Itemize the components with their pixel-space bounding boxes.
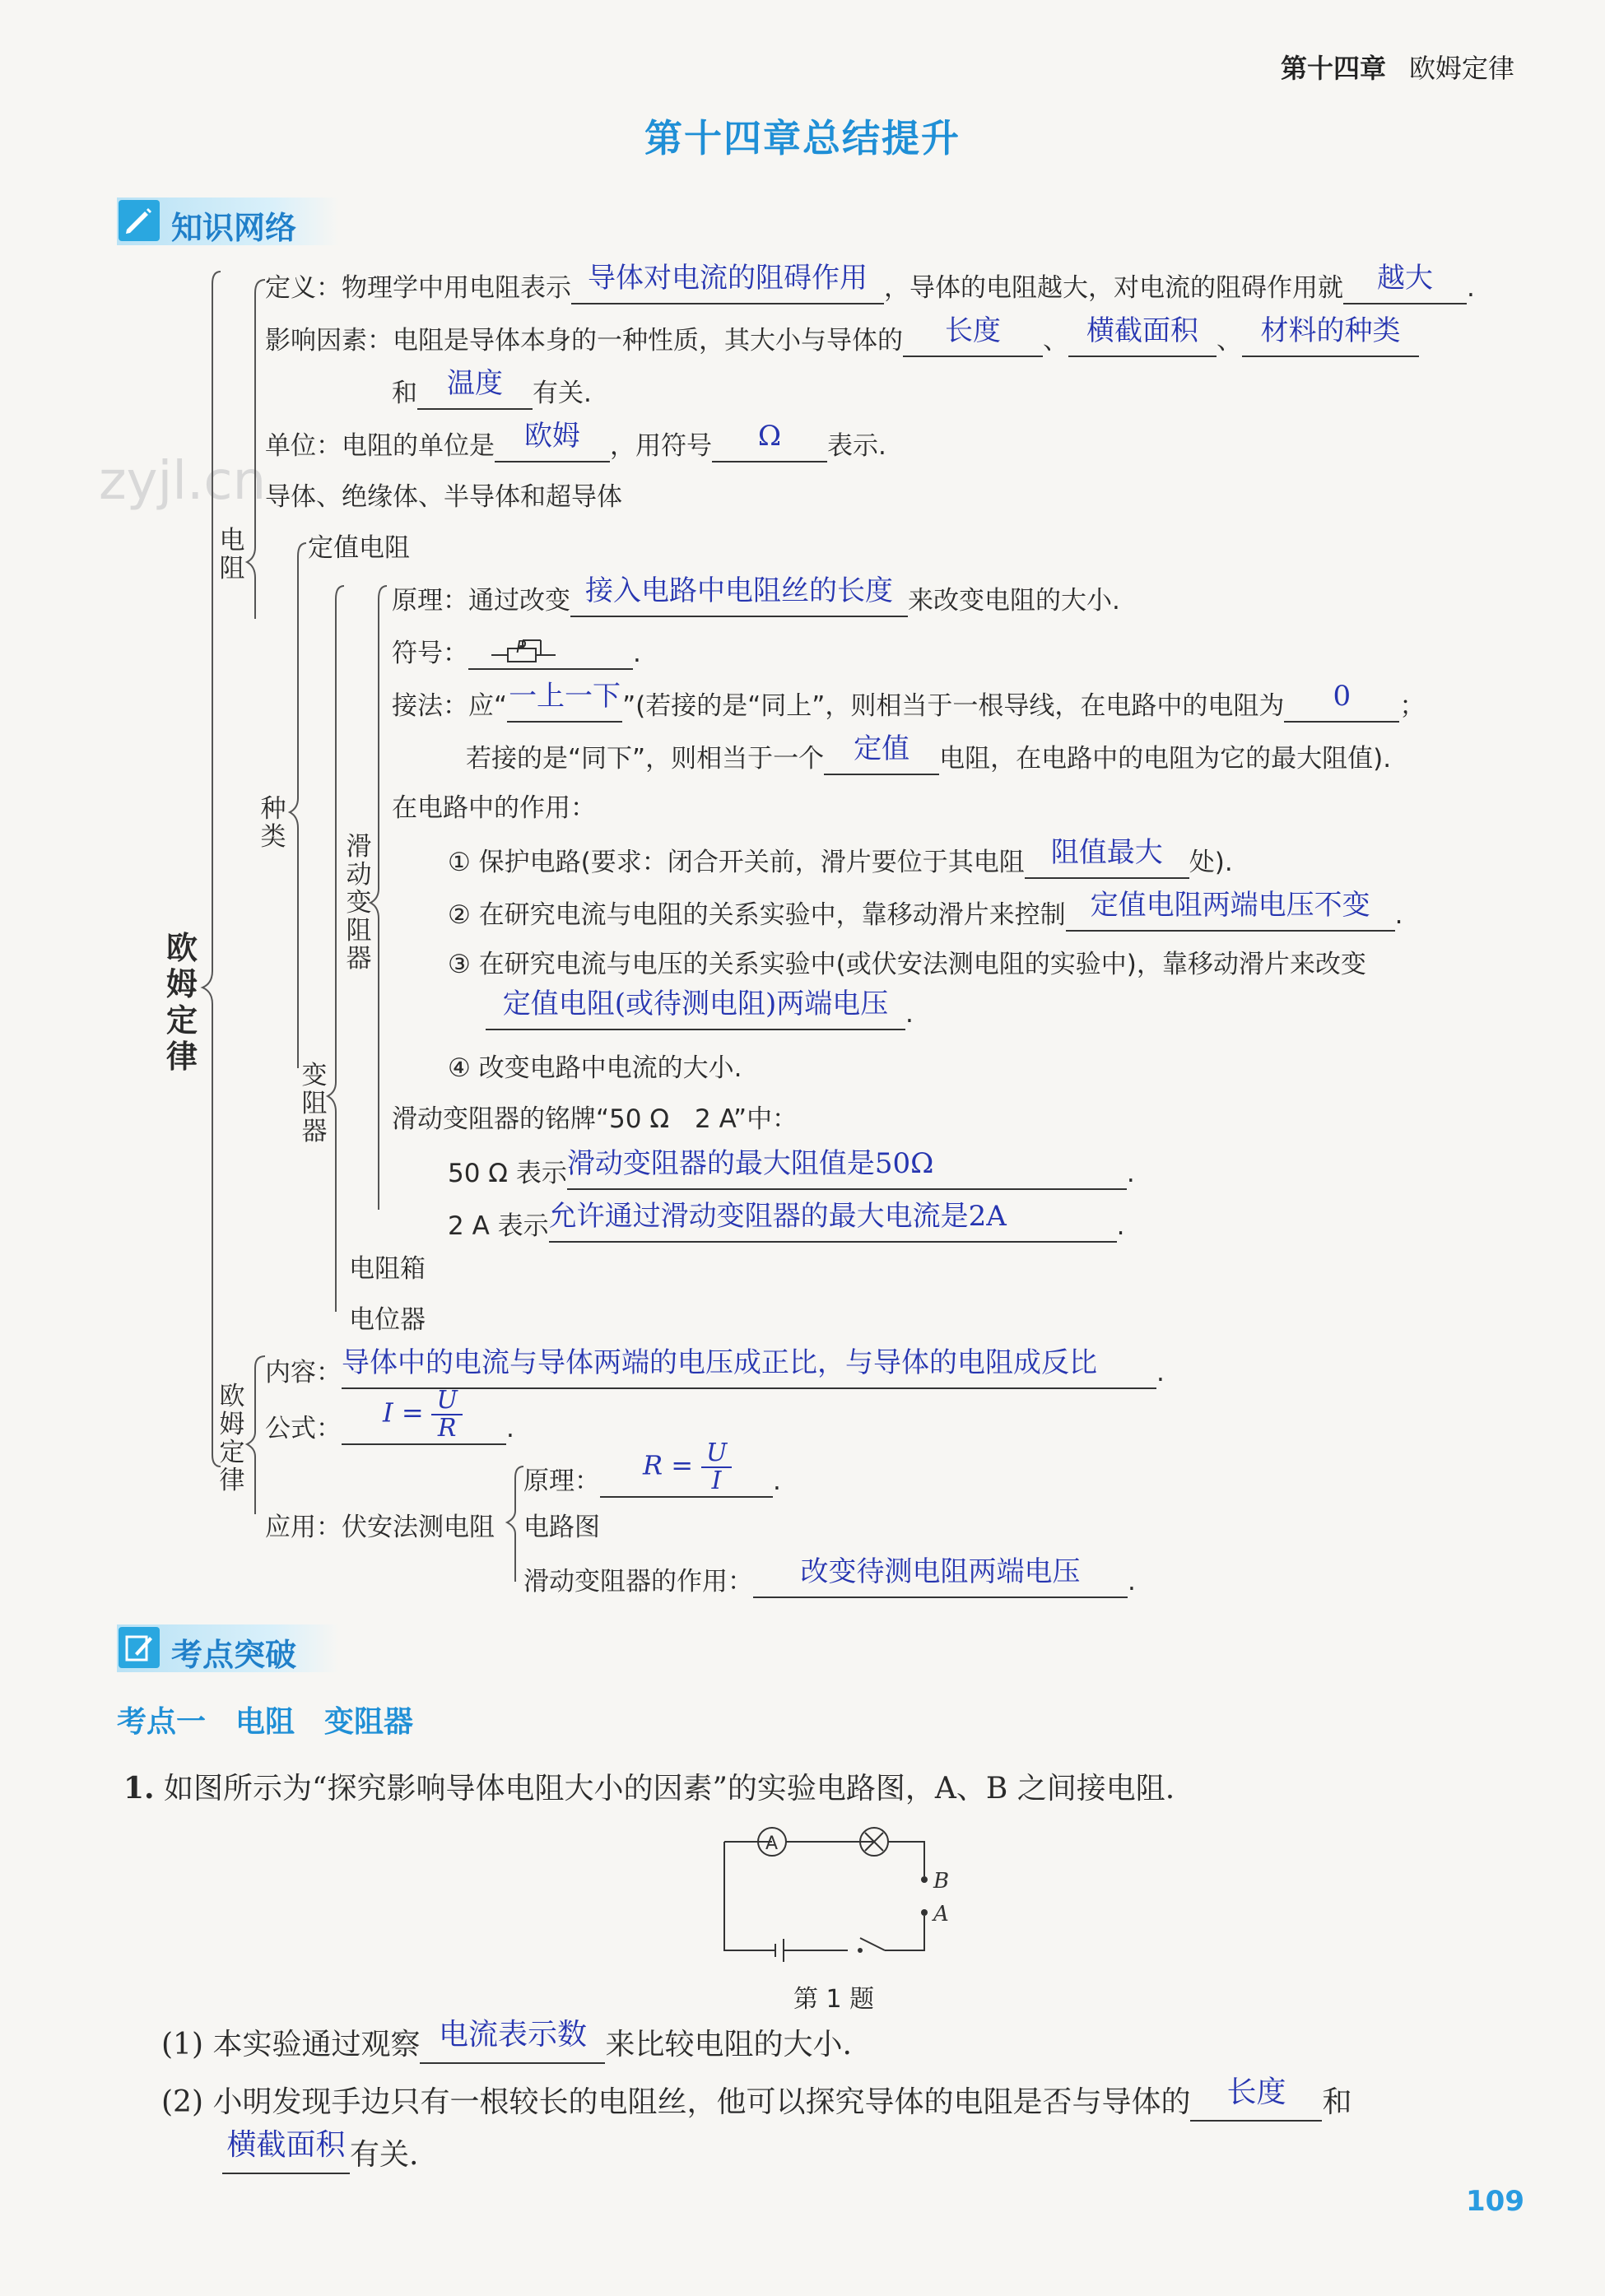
- answer-max-resistance-50: 滑动变阻器的最大阻值是50Ω: [566, 1147, 934, 1180]
- chapter-name: 欧姆定律: [1408, 53, 1514, 84]
- app-rheostat-role-line: 滑动变阻器的作用： 改变待测电阻两端电压 .: [523, 1555, 1136, 1597]
- answer-constant-voltage: 定值电阻两端电压不变: [1090, 889, 1370, 922]
- connection-line: 接法：应“一上一下”(若接的是“同上”，则相当于一根导线，在电路中的电阻为 0 ；: [392, 680, 1426, 721]
- answer-max-resistance: 阻值最大: [1050, 836, 1163, 869]
- answer-ammeter-reading: 电流表示数: [438, 2018, 587, 2052]
- slide-rheostat-label: 滑动变阻器: [346, 832, 372, 974]
- role-2: ② 在研究电流与电阻的关系实验中，靠移动滑片来控制 定值电阻两端电压不变 .: [448, 889, 1403, 930]
- answer-temperature: 温度: [447, 367, 503, 400]
- section-title: 考点突破: [171, 1637, 297, 1673]
- question-1-stem: 1. 如图所示为“探究影响导体电阻大小的因素”的实验电路图，A、B 之间接电阻.: [123, 1771, 1175, 1806]
- page-title: 第十四章总结提升: [644, 116, 961, 160]
- tree-root-label: 欧姆定律: [165, 930, 198, 1075]
- symbol-p-label: P: [516, 637, 527, 657]
- ohm-law-label: 欧姆定律: [219, 1382, 245, 1495]
- answer-length: 长度: [945, 314, 1001, 347]
- role-3: ③ 在研究电流与电压的关系实验中(或伏安法测电阻的实验中)，靠移动滑片来改变: [448, 950, 1366, 979]
- answer-one-up-one-down: 一上一下: [509, 680, 621, 713]
- nameplate-1: 50 Ω 表示滑动变阻器的最大阻值是50Ω .: [448, 1147, 1135, 1188]
- edit-icon: [119, 1627, 160, 1668]
- answer-ohm: 欧姆: [524, 420, 580, 453]
- answer-change-voltage: 改变待测电阻两端电压: [800, 1555, 1081, 1588]
- section-breakthrough: [117, 1624, 339, 1672]
- app-circuit-diagram: 电路图: [523, 1513, 600, 1542]
- role-title: 在电路中的作用：: [392, 793, 596, 823]
- answer-length-q: 长度: [1226, 2075, 1286, 2109]
- kaodian-title: 考点一 电阻 变阻器: [117, 1705, 414, 1739]
- answer-cross-section-q: 横截面积: [226, 2128, 346, 2162]
- answer-max-current-2: 允许通过滑动变阻器的最大电流是2A: [548, 1200, 1007, 1233]
- resistance-label: 电阻: [219, 526, 245, 583]
- symbol-line: 符号： P .: [392, 635, 641, 670]
- answer-principle: 接入电路中电阻丝的长度: [585, 574, 893, 607]
- section-title: 知识网络: [171, 210, 297, 246]
- watermark: zyjl.cn: [99, 451, 267, 512]
- factors-line-2: 和 温度 有关.: [392, 367, 592, 408]
- role-3-answer-line: 定值电阻(或待测电阻)两端电压 .: [486, 996, 914, 1030]
- role-1: ① 保护电路(要求：闭合开关前，滑片要位于其电阻 阻值最大 处).: [448, 836, 1233, 877]
- circuit-figure: [716, 1819, 979, 1975]
- fixed-resistor: 定值电阻: [308, 533, 410, 563]
- ammeter-label: A: [765, 1834, 779, 1854]
- nameplate-line: 滑动变阻器的铭牌“50 Ω 2 A”中：: [392, 1104, 798, 1134]
- figure-label-b: B: [933, 1869, 950, 1894]
- role-4: ④ 改变电路中电流的大小.: [448, 1053, 742, 1083]
- rheostat-label: 变阻器: [301, 1061, 328, 1146]
- factors-line: 影响因素：电阻是导体本身的一种性质，其大小与导体的 长度 、 横截面积 、 材料的种类: [265, 323, 1419, 357]
- question-1-part-2: (2) 小明发现手边只有一根较长的电阻丝，他可以探究导体的电阻是否与导体的 长度 和: [161, 2082, 1351, 2122]
- answer-material: 材料的种类: [1260, 314, 1401, 347]
- formula-r-equals-u-over-i: R = $\frac{U}{I}$: [643, 1440, 732, 1494]
- nameplate-2: 2 A 表示允许通过滑动变阻器的最大电流是2A .: [448, 1200, 1125, 1241]
- question-1-part-1: (1) 本实验通过观察 电流表示数 来比较电阻的大小.: [161, 2024, 852, 2064]
- answer-ohm-content: 导体中的电流与导体两端的电压成正比，与导体的电阻成反比: [342, 1346, 1097, 1379]
- materials-line: 导体、绝缘体、半导体和超导体: [265, 482, 622, 512]
- answer-greater: 越大: [1377, 262, 1433, 295]
- answer-definition: 导体对电流的阻碍作用: [588, 262, 868, 295]
- definition-line: 定义：物理学中用电阻表示 导体对电流的阻碍作用 ，导体的电阻越大，对电流的阻碍作用就 越大 .: [265, 262, 1475, 303]
- ohm-formula-line: 公式： I = $\frac{U}{R}$ .: [265, 1386, 514, 1443]
- page-number: 109: [1466, 2185, 1524, 2218]
- answer-cross-section: 横截面积: [1086, 314, 1198, 347]
- ohm-application: 应用：伏安法测电阻: [265, 1513, 495, 1542]
- potentiometer: 电位器: [349, 1305, 426, 1335]
- answer-omega: Ω: [757, 420, 782, 453]
- question-1-part-2-cont: 横截面积 有关.: [222, 2135, 418, 2174]
- resistance-box: 电阻箱: [349, 1254, 426, 1284]
- question-number: 1.: [123, 1771, 155, 1806]
- app-principle-line: 原理： R = $\frac{U}{I}$ .: [523, 1438, 781, 1496]
- types-label: 种类: [260, 794, 286, 852]
- unit-line: 单位：电阻的单位是 欧姆 ，用符号 Ω 表示.: [265, 420, 886, 461]
- figure-caption: 第 1 题: [793, 1985, 875, 2014]
- chapter-number: 第十四章: [1280, 53, 1386, 84]
- answer-voltage-change: 定值电阻(或待测电阻)两端电压: [502, 988, 889, 1020]
- figure-label-a: A: [933, 1902, 949, 1927]
- principle-line: 原理：通过改变 接入电路中电阻丝的长度 来改变电阻的大小.: [392, 574, 1120, 616]
- connection-line-2: 若接的是“同下”，则相当于一个 定值 电阻，在电路中的电阻为它的最大阻值).: [466, 732, 1392, 774]
- formula-i-equals-u-over-r: I = $\frac{U}{R}$: [383, 1387, 463, 1442]
- ohm-content-line: 内容：导体中的电流与导体两端的电压成正比，与导体的电阻成反比 .: [265, 1346, 1165, 1387]
- answer-zero: 0: [1333, 680, 1351, 713]
- answer-fixed: 定值: [854, 732, 910, 765]
